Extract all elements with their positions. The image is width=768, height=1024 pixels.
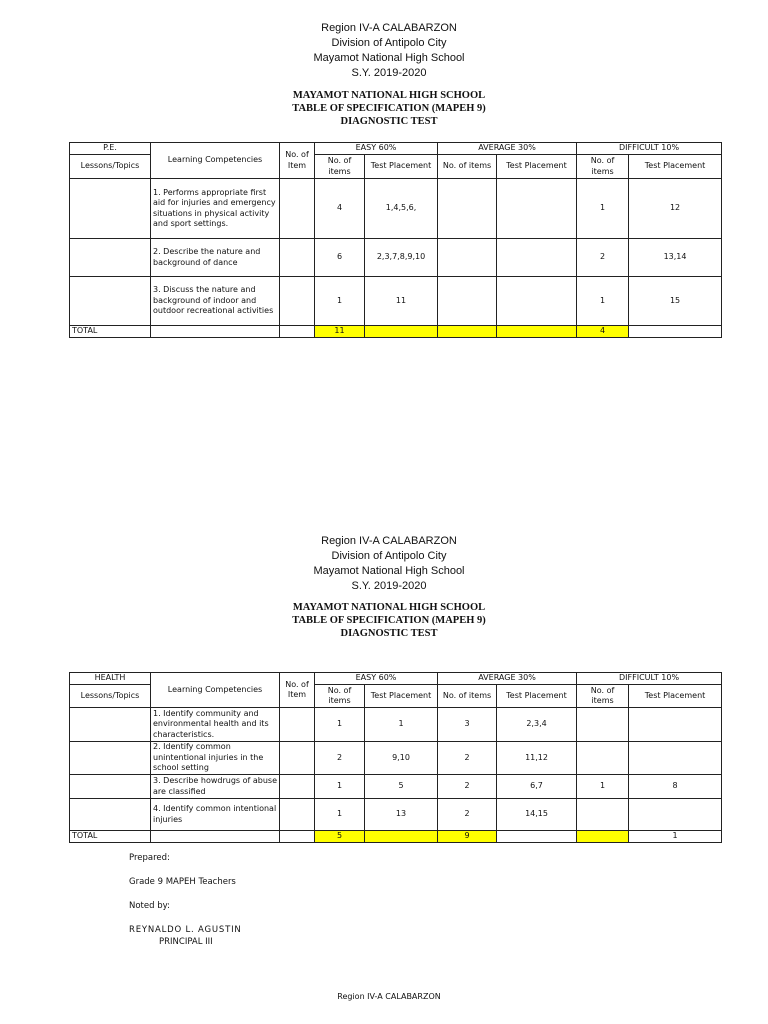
total-diff: 1 [629,831,722,843]
no-of-item-cell [280,742,315,775]
total-empty [497,831,577,843]
diff-p-cell [629,742,722,775]
avg-n-cell: 2 [438,775,497,799]
diff-n-cell: 1 [577,277,629,326]
easy-n-cell: 1 [315,708,365,742]
table-row [70,775,722,799]
diff-n-cell: 1 [577,775,629,799]
title-tos: TABLE OF SPECIFICATION (MAPEH 9) [292,615,486,626]
total-empty [438,326,497,338]
avg-p-cell: 6,7 [497,775,577,799]
header-easy-no: No. of items [315,685,365,708]
title-test: DIAGNOSTIC TEST [340,116,438,127]
subject-cell: P.E. [70,143,151,155]
lesson-cell [70,775,151,799]
avg-p-cell [497,179,577,239]
total-empty [629,326,722,338]
total-empty [280,831,315,843]
header-difficult: DIFFICULT 10% [577,673,722,685]
easy-n-cell: 6 [315,239,365,277]
tos-table-health [69,672,722,843]
competency-cell: 3. Discuss the nature and background of indoor and outdoor recreational activities [151,277,280,326]
avg-p-cell: 2,3,4 [497,708,577,742]
header-avg-placement: Test Placement [497,155,577,179]
avg-n-cell: 3 [438,708,497,742]
competency-cell: 2. Identify common unintentional injuries in the school setting [151,742,280,775]
total-empty [365,831,438,843]
avg-n-cell [438,277,497,326]
header-avg-placement: Test Placement [497,685,577,708]
title-school: MAYAMOT NATIONAL HIGH SCHOOL [292,90,486,101]
table-row [70,239,722,277]
header-division: Division of Antipolo City [331,37,447,49]
footer-region: Region IV-A CALABARZON [337,992,441,1001]
header-no-of-item: No. of Item [280,673,315,708]
diff-p-cell [629,799,722,831]
header-no-of-item: No. of Item [280,143,315,179]
easy-p-cell: 5 [365,775,438,799]
title-test: DIAGNOSTIC TEST [340,628,438,639]
no-of-item-cell [280,277,315,326]
header-region: Region IV-A CALABARZON [321,535,457,547]
tos-table-pe [69,142,722,338]
header-difficult: DIFFICULT 10% [577,143,722,155]
total-empty [365,326,438,338]
total-label: TOTAL [70,326,151,338]
easy-p-cell: 1,4,5,6, [365,179,438,239]
principal-name: REYNALDO L. AGUSTIN [129,925,242,935]
competency-cell: 3. Describe howdrugs of abuse are classified [151,775,280,799]
header-average: AVERAGE 30% [438,673,577,685]
diff-p-cell: 13,14 [629,239,722,277]
total-row [70,831,722,843]
easy-p-cell: 1 [365,708,438,742]
diff-p-cell: 8 [629,775,722,799]
header-average: AVERAGE 30% [438,143,577,155]
avg-n-cell: 2 [438,742,497,775]
diff-p-cell: 15 [629,277,722,326]
total-easy: 11 [315,326,365,338]
total-easy: 5 [315,831,365,843]
total-label: TOTAL [70,831,151,843]
diff-n-cell: 2 [577,239,629,277]
header-diff-no: No. of items [577,155,629,179]
easy-p-cell: 11 [365,277,438,326]
avg-p-cell: 11,12 [497,742,577,775]
avg-n-cell [438,179,497,239]
lesson-cell [70,708,151,742]
lesson-cell [70,277,151,326]
header-diff-placement: Test Placement [629,685,722,708]
header-school: Mayamot National High School [313,52,465,64]
total-row [70,326,722,338]
total-empty [151,831,280,843]
header-region: Region IV-A CALABARZON [321,22,457,34]
header-sy: S.Y. 2019-2020 [351,580,427,592]
total-empty [280,326,315,338]
header-avg-no: No. of items [438,155,497,179]
lesson-cell [70,742,151,775]
header-avg-no: No. of items [438,685,497,708]
total-diff: 4 [577,326,629,338]
table-row [70,742,722,775]
no-of-item-cell [280,708,315,742]
total-empty [577,831,629,843]
competency-cell: 2. Describe the nature and background of dance [151,239,280,277]
easy-p-cell: 13 [365,799,438,831]
competency-cell: 4. Identify common intentional injuries [151,799,280,831]
diff-n-cell: 1 [577,179,629,239]
header-lessons: Lessons/Topics [70,685,151,708]
competency-cell: 1. Performs appropriate first aid for injuries and emergency situations in physical activity and sport settings. [151,179,280,239]
header-easy-no: No. of items [315,155,365,179]
header-lessons: Lessons/Topics [70,155,151,179]
lesson-cell [70,239,151,277]
avg-p-cell [497,239,577,277]
lesson-cell [70,799,151,831]
no-of-item-cell [280,179,315,239]
header-division: Division of Antipolo City [331,550,447,562]
total-avg: 9 [438,831,497,843]
header-easy: EASY 60% [315,143,438,155]
header-diff-no: No. of items [577,685,629,708]
header-sy: S.Y. 2019-2020 [351,67,427,79]
lesson-cell [70,179,151,239]
table-row [70,799,722,831]
title-school: MAYAMOT NATIONAL HIGH SCHOOL [292,602,486,613]
header-competencies: Learning Competencies [151,143,280,179]
avg-p-cell [497,277,577,326]
diff-n-cell [577,799,629,831]
subject-cell: HEALTH [70,673,151,685]
header-competencies: Learning Competencies [151,673,280,708]
easy-n-cell: 4 [315,179,365,239]
competency-cell: 1. Identify community and environmental health and its characteristics. [151,708,280,742]
no-of-item-cell [280,775,315,799]
avg-p-cell: 14,15 [497,799,577,831]
total-empty [151,326,280,338]
easy-p-cell: 2,3,7,8,9,10 [365,239,438,277]
diff-n-cell [577,708,629,742]
easy-n-cell: 1 [315,775,365,799]
prepared-by: Grade 9 MAPEH Teachers [129,877,236,887]
table-row [70,179,722,239]
diff-p-cell: 12 [629,179,722,239]
easy-n-cell: 1 [315,277,365,326]
diff-p-cell [629,708,722,742]
avg-n-cell: 2 [438,799,497,831]
header-school: Mayamot National High School [313,565,465,577]
table-row [70,708,722,742]
prepared-label: Prepared: [129,853,170,863]
header-diff-placement: Test Placement [629,155,722,179]
no-of-item-cell [280,239,315,277]
easy-n-cell: 2 [315,742,365,775]
noted-label: Noted by: [129,901,170,911]
easy-n-cell: 1 [315,799,365,831]
principal-title: PRINCIPAL III [159,937,213,947]
title-tos: TABLE OF SPECIFICATION (MAPEH 9) [292,103,486,114]
table-row [70,277,722,326]
header-easy-placement: Test Placement [365,155,438,179]
total-empty [497,326,577,338]
header-easy-placement: Test Placement [365,685,438,708]
header-easy: EASY 60% [315,673,438,685]
no-of-item-cell [280,799,315,831]
easy-p-cell: 9,10 [365,742,438,775]
avg-n-cell [438,239,497,277]
diff-n-cell [577,742,629,775]
